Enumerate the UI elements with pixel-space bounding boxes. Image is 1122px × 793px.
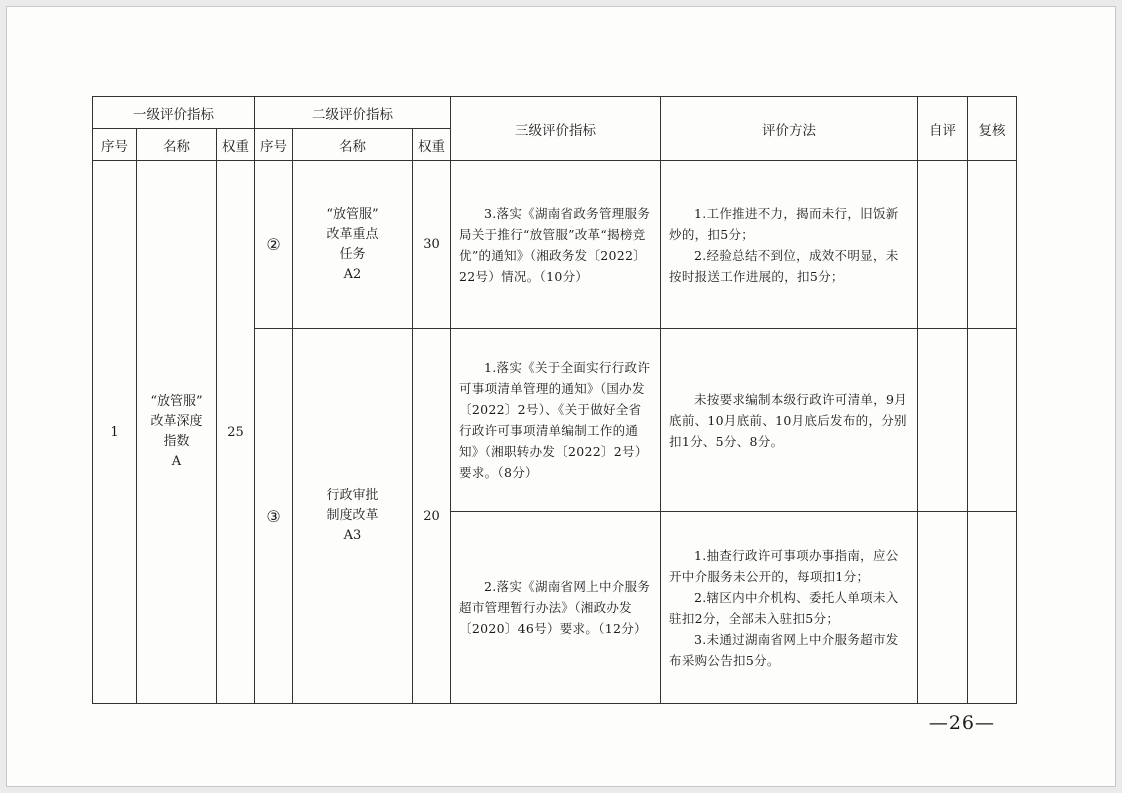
a3-indicator-2: [451, 512, 661, 704]
header-level1: 一级评价指标: [93, 97, 255, 129]
header-name-2: 名称: [293, 129, 413, 161]
document-page: [6, 6, 1116, 787]
indicator-text: 3.落实《湖南省政务管理服务局关于推行“放管服”改革“揭榜竞优”的通知》（湘政务发〔2022〕22号）情况。（10分）: [459, 205, 651, 284]
a3-name-line: 制度改革: [326, 508, 379, 523]
level1-name: [137, 161, 217, 704]
a3-name-line: 行政审批: [326, 488, 379, 503]
review-cell[interactable]: [968, 161, 1017, 329]
level1-weight: 25: [217, 161, 255, 704]
table-row: [93, 161, 1017, 329]
header-seq-1: 序号: [93, 129, 137, 161]
level1-name-line: 指数: [163, 434, 190, 449]
header-method: 评价方法: [661, 97, 918, 161]
a3-seq: ③: [255, 329, 293, 704]
a3-method-1: [661, 329, 918, 512]
level1-name-line: A: [171, 454, 182, 469]
evaluation-table: [92, 96, 1017, 704]
header-level2: 二级评价指标: [255, 97, 451, 129]
header-self-eval: 自评: [918, 97, 968, 161]
a2-name-line: 任务: [339, 246, 366, 262]
method-line: 未按要求编制本级行政许可清单，9月底前、10月底前、10月底后发布的，分别扣1分、5分、8分。: [669, 391, 908, 449]
header-seq-2: 序号: [255, 129, 293, 161]
a3-name: [293, 329, 413, 704]
a3-name-line: A3: [343, 528, 362, 543]
method-line: 3.未通过湖南省网上中介服务超市发布采购公告扣5分。: [669, 631, 899, 668]
level1-seq: 1: [93, 161, 137, 704]
header-weight-1: 权重: [217, 129, 255, 161]
a3-indicator-1: [451, 329, 661, 512]
self-eval-cell[interactable]: [918, 512, 968, 704]
level1-name-line: 改革深度: [150, 414, 203, 429]
header-weight-2: 权重: [413, 129, 451, 161]
page-number: —26—: [928, 712, 995, 734]
method-line: 2.经验总结不到位，成效不明显，未按时报送工作进展的，扣5分；: [669, 247, 899, 284]
a2-name: [293, 161, 413, 329]
review-cell[interactable]: [968, 512, 1017, 704]
method-line: 1.抽查行政许可事项办事指南，应公开中介服务未公开的，每项扣1分；: [669, 547, 899, 584]
a2-weight: 30: [413, 161, 451, 329]
a2-method: [661, 161, 918, 329]
indicator-text: 2.落实《湖南省网上中介服务超市管理暂行办法》（湘政办发〔2020〕46号）要求。（12分）: [459, 579, 651, 636]
a2-seq: ②: [255, 161, 293, 329]
method-line: 2.辖区内中介机构、委托人单项未入驻扣2分，全部未入驻扣5分；: [669, 589, 899, 626]
a2-indicator: [451, 161, 661, 329]
a3-method-2: [661, 512, 918, 704]
review-cell[interactable]: [968, 329, 1017, 512]
a2-name-line: “放管服”: [326, 206, 379, 222]
header-name-1: 名称: [137, 129, 217, 161]
level1-name-line: “放管服”: [150, 394, 203, 409]
header-level3: 三级评价指标: [451, 97, 661, 161]
a2-name-line: A2: [343, 266, 362, 282]
self-eval-cell[interactable]: [918, 161, 968, 329]
method-line: 1.工作推进不力，揭而未行，旧饭新炒的，扣5分；: [669, 205, 899, 242]
header-review: 复核: [968, 97, 1017, 161]
indicator-text: 1.落实《关于全面实行行政许可事项清单管理的通知》（国办发〔2022〕2号）、《关于做好全省行政许可事项清单编制工作的通知》（湘职转办发〔2022〕2号）要求。（8分）: [459, 360, 651, 480]
self-eval-cell[interactable]: [918, 329, 968, 512]
a3-weight: 20: [413, 329, 451, 704]
a2-name-line: 改革重点: [326, 226, 379, 242]
